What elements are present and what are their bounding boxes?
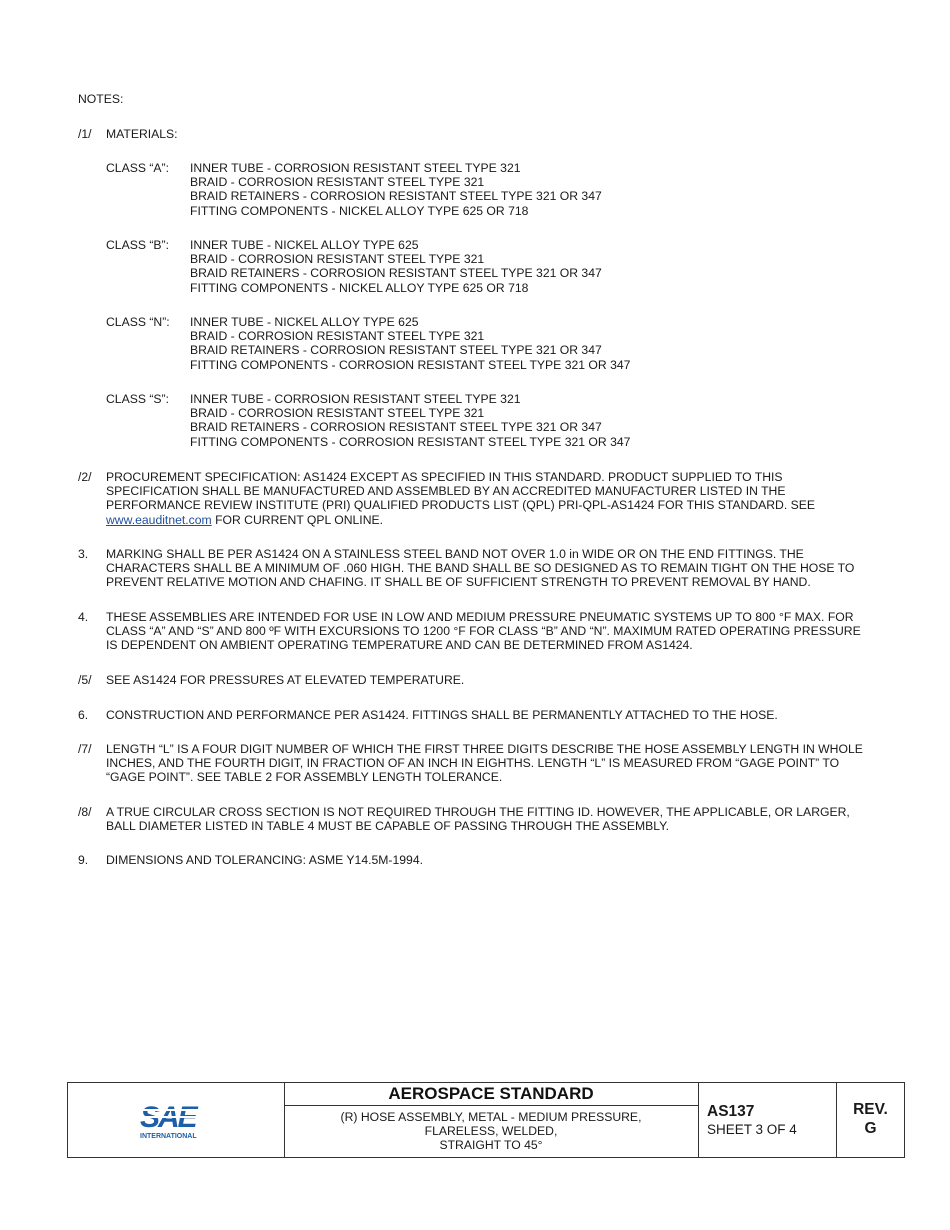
note-number: /2/ — [78, 470, 92, 484]
note-8 — [78, 805, 890, 833]
note-line: THESE ASSEMBLIES ARE INTENDED FOR USE IN LOW AND MEDIUM PRESSURE PNEUMATIC SYSTEMS UP TO 800 °F MAX. FOR — [106, 610, 854, 624]
note-line: MARKING SHALL BE PER AS1424 ON A STAINLESS STEEL BAND NOT OVER 1.0 in WIDE OR ON THE END FITTINGS. THE — [106, 547, 804, 561]
class-line: INNER TUBE - CORROSION RESISTANT STEEL TYPE 321 — [190, 161, 521, 175]
note-number: /5/ — [78, 673, 92, 687]
class-line: INNER TUBE - CORROSION RESISTANT STEEL TYPE 321 — [190, 392, 521, 406]
note-line: INCHES, AND THE FOURTH DIGIT, IN FRACTION OF AN INCH IN EIGHTHS. LENGTH “L” IS MEASURED FROM “GAGE POINT” TO — [106, 756, 840, 771]
class-label: CLASS “N”: — [106, 315, 170, 329]
note-line: LENGTH “L” IS A FOUR DIGIT NUMBER OF WHICH THE FIRST THREE DIGITS DESCRIBE THE HOSE ASSEMBLY LENGTH IN WHOLE — [106, 742, 863, 756]
class-line: FITTING COMPONENTS - CORROSION RESISTANT STEEL TYPE 321 OR 347 — [190, 357, 631, 372]
logo-text: SAE — [140, 1101, 196, 1134]
logo-cell — [68, 1083, 285, 1157]
sheet-number: SHEET 3 OF 4 — [707, 1122, 797, 1137]
note-line: A TRUE CIRCULAR CROSS SECTION IS NOT REQUIRED THROUGH THE FITTING ID. HOWEVER, THE APPLICABLE, OR LARGER, — [106, 805, 850, 819]
note-title: MATERIALS: — [106, 127, 178, 141]
document-number-cell — [698, 1083, 837, 1157]
note-number: /8/ — [78, 805, 92, 819]
note-line: CLASS “A” AND “S” AND 800 ºF WITH EXCURSIONS TO 1200 °F FOR CLASS “B” AND “N”. MAXIMUM RATED OPERATING PRESSURE — [106, 624, 861, 639]
class-s-block — [106, 392, 866, 449]
class-line: BRAID RETAINERS - CORROSION RESISTANT STEEL TYPE 321 OR 347 — [190, 420, 602, 435]
note-line: DIMENSIONS AND TOLERANCING: ASME Y14.5M-1994. — [106, 853, 423, 867]
note-line: CONSTRUCTION AND PERFORMANCE PER AS1424. FITTINGS SHALL BE PERMANENTLY ATTACHED TO THE HOSE. — [106, 708, 778, 722]
sae-international-logo — [138, 1099, 206, 1141]
note-number: /1/ — [78, 127, 92, 141]
class-line: BRAID RETAINERS - CORROSION RESISTANT STEEL TYPE 321 OR 347 — [190, 266, 602, 281]
subtitle-line: FLARELESS, WELDED, — [424, 1124, 558, 1139]
note-number: /7/ — [78, 742, 92, 756]
note-line: SPECIFICATION SHALL BE MANUFACTURED AND ASSEMBLED BY AN ACCREDITED MANUFACTURER LISTED IN THE — [106, 484, 786, 499]
revision-label: REV. — [853, 1101, 888, 1118]
note-line: IS DEPENDENT ON AMBIENT OPERATING TEMPERATURE AND CAN BE DETERMINED FROM AS1424. — [106, 638, 693, 653]
document-number: AS137 — [707, 1103, 755, 1120]
logo-subtext: INTERNATIONAL — [140, 1133, 197, 1140]
class-line: BRAID - CORROSION RESISTANT STEEL TYPE 321 — [190, 329, 485, 344]
class-line: BRAID - CORROSION RESISTANT STEEL TYPE 321 — [190, 175, 485, 190]
note-5 — [78, 673, 890, 687]
class-line: BRAID RETAINERS - CORROSION RESISTANT STEEL TYPE 321 OR 347 — [190, 189, 602, 204]
class-line: FITTING COMPONENTS - CORROSION RESISTANT STEEL TYPE 321 OR 347 — [190, 434, 631, 449]
note-line: CHARACTERS SHALL BE A MINIMUM OF .060 HIGH. THE BAND SHALL BE SO DESIGNED AS TO REMAIN TIGHT ON THE HOSE TO — [106, 561, 855, 576]
title-cell — [284, 1083, 699, 1157]
class-label: CLASS “B”: — [106, 238, 169, 252]
class-label: CLASS “A”: — [106, 161, 169, 175]
notes-heading: NOTES: — [78, 92, 124, 106]
note-line: PERFORMANCE REVIEW INSTITUTE (PRI) QUALIFIED PRODUCTS LIST (QPL) PRI-QPL-AS1424 FOR THIS STANDARD. SEE — [106, 498, 816, 513]
note-2 — [78, 470, 890, 527]
note-number: 4. — [78, 610, 89, 624]
note-line: PROCUREMENT SPECIFICATION: AS1424 EXCEPT AS SPECIFIED IN THIS STANDARD. PRODUCT SUPPLIED TO THIS — [106, 470, 783, 484]
note-line: PREVENT RELATIVE MOTION AND CHAFING. IT SHALL BE OF SUFFICIENT STRENGTH TO PREVENT REMOVAL BY HAND. — [106, 575, 811, 590]
title-block — [67, 1082, 905, 1158]
note-line-tail: FOR CURRENT QPL ONLINE. — [211, 512, 384, 527]
note-9 — [78, 853, 890, 867]
subtitle-line: (R) HOSE ASSEMBLY, METAL - MEDIUM PRESSURE, — [340, 1110, 642, 1124]
class-line: INNER TUBE - NICKEL ALLOY TYPE 625 — [190, 315, 419, 329]
class-line: INNER TUBE - NICKEL ALLOY TYPE 625 — [190, 238, 419, 252]
qpl-link[interactable]: www.eauditnet.com — [106, 512, 212, 527]
note-1 — [78, 127, 890, 141]
subtitle-line: STRAIGHT TO 45° — [439, 1138, 543, 1153]
note-line: “GAGE POINT”. SEE TABLE 2 FOR ASSEMBLY LENGTH TOLERANCE. — [106, 770, 503, 785]
class-line: BRAID - CORROSION RESISTANT STEEL TYPE 321 — [190, 406, 485, 421]
note-line: SEE AS1424 FOR PRESSURES AT ELEVATED TEMPERATURE. — [106, 673, 465, 687]
class-a-block — [106, 161, 866, 218]
revision-value: G — [864, 1120, 877, 1137]
note-6 — [78, 708, 890, 722]
class-line: BRAID RETAINERS - CORROSION RESISTANT STEEL TYPE 321 OR 347 — [190, 343, 602, 358]
note-3 — [78, 547, 890, 590]
note-number: 3. — [78, 547, 89, 561]
class-n-block — [106, 315, 866, 372]
note-4 — [78, 610, 890, 653]
revision-cell — [836, 1083, 905, 1157]
note-number: 9. — [78, 853, 89, 867]
class-line: BRAID - CORROSION RESISTANT STEEL TYPE 321 — [190, 252, 485, 267]
standard-title: AEROSPACE STANDARD — [284, 1083, 698, 1106]
note-7 — [78, 742, 890, 785]
class-line: FITTING COMPONENTS - NICKEL ALLOY TYPE 625 OR 718 — [190, 203, 529, 218]
class-b-block — [106, 238, 866, 295]
note-line: BALL DIAMETER LISTED IN TABLE 4 MUST BE CAPABLE OF PASSING THROUGH THE ASSEMBLY. — [106, 819, 670, 834]
class-line: FITTING COMPONENTS - NICKEL ALLOY TYPE 625 OR 718 — [190, 280, 529, 295]
note-number: 6. — [78, 708, 89, 722]
class-label: CLASS “S”: — [106, 392, 169, 406]
